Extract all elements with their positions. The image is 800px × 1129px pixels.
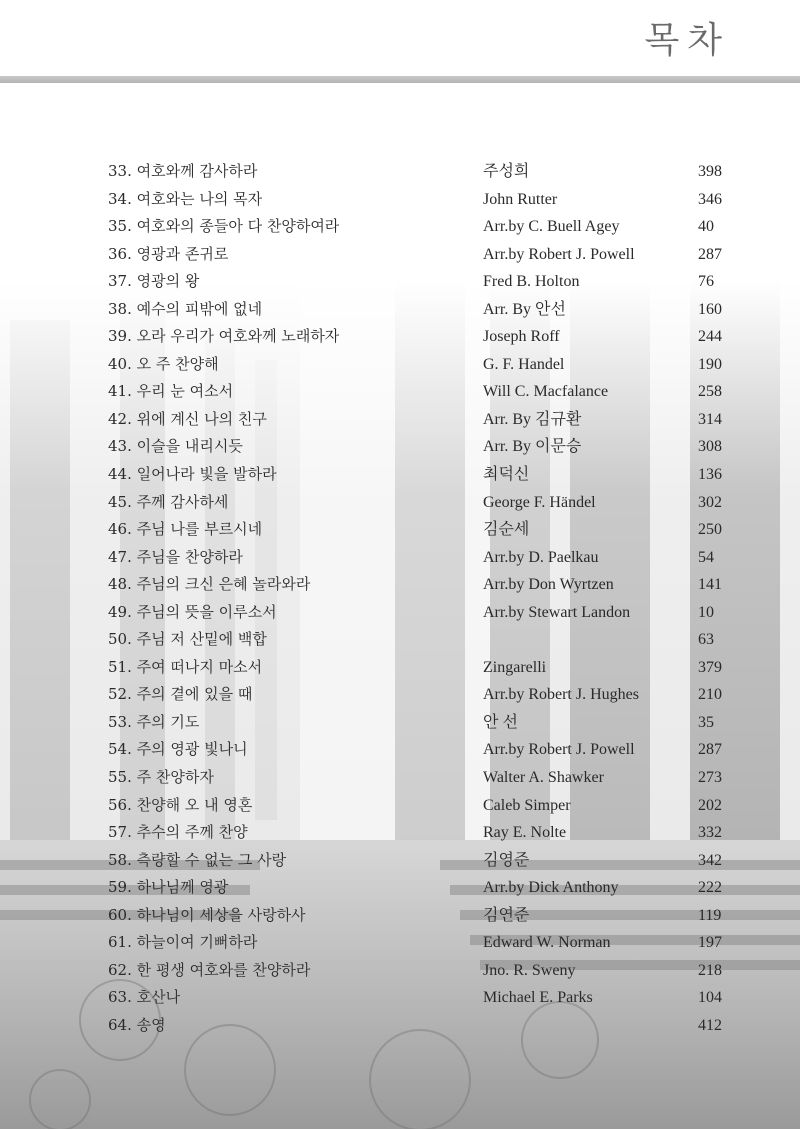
toc-page: 210 xyxy=(698,686,722,704)
toc-row xyxy=(108,792,748,820)
toc-row xyxy=(108,599,748,627)
toc-page: 302 xyxy=(698,493,722,511)
toc-title: 47. 주님을 찬양하라 xyxy=(108,547,243,566)
toc-author: G. F. Handel xyxy=(483,355,565,373)
toc-page: 190 xyxy=(698,355,722,373)
toc-page: 308 xyxy=(698,438,722,456)
toc-page: 314 xyxy=(698,410,722,428)
toc-row xyxy=(108,654,748,682)
toc-row xyxy=(108,268,748,296)
toc-title: 45. 주께 감사하세 xyxy=(108,492,229,511)
toc-title: 56. 찬양해 오 내 영혼 xyxy=(108,795,253,814)
header-rule xyxy=(0,76,800,83)
toc-author: Arr. By 김규환 xyxy=(483,410,582,428)
toc-author: Fred B. Holton xyxy=(483,273,580,291)
toc-title: 39. 오라 우리가 여호와께 노래하자 xyxy=(108,327,340,346)
toc-title: 38. 예수의 피밖에 없네 xyxy=(108,299,263,318)
toc-title: 36. 영광과 존귀로 xyxy=(108,244,229,263)
toc-author: Joseph Roff xyxy=(483,328,560,346)
toc-row xyxy=(108,241,748,269)
toc-page: 412 xyxy=(698,1016,722,1034)
toc-author: Arr. By 이문승 xyxy=(483,438,582,456)
toc-page: 258 xyxy=(698,383,722,401)
toc-author: 김연준 xyxy=(483,906,530,924)
toc-author: Arr.by Robert J. Powell xyxy=(483,741,635,759)
toc-page: 398 xyxy=(698,163,722,180)
toc-title: 43. 이슬을 내리시듯 xyxy=(108,437,243,456)
toc-title: 50. 주님 저 산밑에 백합 xyxy=(108,630,267,649)
toc-author: Arr.by Robert J. Powell xyxy=(483,245,635,263)
toc-row xyxy=(108,957,748,985)
toc-author: Michael E. Parks xyxy=(483,989,593,1007)
toc-title: 55. 주 찬양하자 xyxy=(108,768,214,787)
toc-page: 54 xyxy=(698,548,714,566)
toc-author: 최덕신 xyxy=(483,466,530,484)
toc-title: 34. 여호와는 나의 목자 xyxy=(108,189,263,208)
toc-page: 222 xyxy=(698,879,722,897)
toc-row xyxy=(108,984,748,1012)
toc-author: Walter A. Shawker xyxy=(483,769,604,787)
toc-row xyxy=(108,736,748,764)
toc-page: 202 xyxy=(698,796,722,814)
toc-page: 342 xyxy=(698,851,722,869)
toc-title: 53. 주의 기도 xyxy=(108,712,200,731)
toc-row xyxy=(108,323,748,351)
toc-page: 244 xyxy=(698,328,722,346)
toc-title: 51. 주여 떠나지 마소서 xyxy=(108,657,263,676)
toc-title: 64. 송영 xyxy=(108,1015,166,1034)
toc-page: 287 xyxy=(698,245,722,263)
toc-page: 218 xyxy=(698,961,722,979)
toc-author: Arr.by Stewart Landon xyxy=(483,603,631,621)
toc-title: 35. 여호와의 종들아 다 찬양하여라 xyxy=(108,217,340,236)
toc-title: 48. 주님의 크신 은혜 놀라와라 xyxy=(108,575,311,594)
toc-title: 58. 측량할 수 없는 그 사랑 xyxy=(108,850,287,869)
toc-title: 40. 오 주 찬양해 xyxy=(108,354,219,373)
toc-author: Arr.by C. Buell Agey xyxy=(483,218,620,236)
toc-row xyxy=(108,296,748,324)
toc-row xyxy=(108,158,748,186)
toc-author: 안 선 xyxy=(483,713,518,731)
toc-title: 33. 여호와께 감사하라 xyxy=(108,162,258,180)
toc-title: 49. 주님의 뜻을 이루소서 xyxy=(108,602,277,621)
toc-page: 119 xyxy=(698,906,722,924)
toc-row xyxy=(108,874,748,902)
toc-page: 141 xyxy=(698,576,722,594)
toc-title: 62. 한 평생 여호와를 찬양하라 xyxy=(108,960,311,979)
toc-page: 379 xyxy=(698,658,722,676)
toc-row xyxy=(108,1012,748,1040)
toc-page: 136 xyxy=(698,466,722,484)
toc-title: 41. 우리 눈 여소서 xyxy=(108,382,234,401)
toc-author: Arr.by Don Wyrtzen xyxy=(483,576,614,594)
toc-page: 332 xyxy=(698,824,722,842)
toc-title: 42. 위에 계신 나의 친구 xyxy=(108,409,267,428)
toc-row xyxy=(108,847,748,875)
toc-author: 김영준 xyxy=(483,851,530,869)
toc-author: 주성희 xyxy=(483,163,530,180)
toc-page: 63 xyxy=(698,631,714,649)
toc-author: Zingarelli xyxy=(483,658,547,676)
toc-page: 35 xyxy=(698,713,714,731)
toc-title: 44. 일어나라 빛을 발하라 xyxy=(108,465,277,484)
toc-author: Edward W. Norman xyxy=(483,934,611,952)
toc-title: 60. 하나님이 세상을 사랑하사 xyxy=(108,905,306,924)
toc-title: 54. 주의 영광 빛나니 xyxy=(108,740,248,759)
toc-title: 37. 영광의 왕 xyxy=(108,272,200,291)
toc-page: 197 xyxy=(698,934,722,952)
toc-author: George F. Händel xyxy=(483,493,596,511)
toc-row xyxy=(108,764,748,792)
toc-title: 59. 하나님께 영광 xyxy=(108,878,229,897)
toc-page: 10 xyxy=(698,603,714,621)
toc-page: 40 xyxy=(698,218,714,236)
toc-row xyxy=(108,489,748,517)
toc-row xyxy=(108,186,748,214)
toc-author: Caleb Simper xyxy=(483,796,571,814)
toc-author: Arr. By 안선 xyxy=(483,300,566,318)
toc-title: 52. 주의 곁에 있을 때 xyxy=(108,685,253,704)
toc-page: 160 xyxy=(698,300,722,318)
toc-row xyxy=(108,433,748,461)
page-title: 목차 xyxy=(644,20,730,61)
toc-row xyxy=(108,213,748,241)
toc-page: 287 xyxy=(698,741,722,759)
toc-author: Arr.by D. Paelkau xyxy=(483,548,599,566)
toc-row xyxy=(108,544,748,572)
toc-author: Ray E. Nolte xyxy=(483,824,567,842)
table-of-contents xyxy=(108,158,748,1040)
toc-row xyxy=(108,626,748,654)
toc-page: 346 xyxy=(698,190,722,208)
toc-author: Will C. Macfalance xyxy=(483,383,609,401)
toc-page: 104 xyxy=(698,989,722,1007)
toc-row xyxy=(108,571,748,599)
toc-row xyxy=(108,516,748,544)
toc-title: 61. 하늘이여 기뻐하라 xyxy=(108,933,258,952)
toc-page: 250 xyxy=(698,521,722,539)
toc-author: 김순세 xyxy=(483,521,530,539)
toc-row xyxy=(108,681,748,709)
toc-author: Arr.by Dick Anthony xyxy=(483,879,619,897)
toc-title: 63. 호산나 xyxy=(108,988,181,1007)
toc-row xyxy=(108,819,748,847)
toc-row xyxy=(108,406,748,434)
toc-author: John Rutter xyxy=(483,190,558,208)
toc-title: 46. 주님 나를 부르시네 xyxy=(108,520,263,539)
toc-row xyxy=(108,351,748,379)
toc-row xyxy=(108,378,748,406)
toc-page: 273 xyxy=(698,769,722,787)
toc-row xyxy=(108,461,748,489)
toc-page: 76 xyxy=(698,273,714,291)
toc-author: Jno. R. Sweny xyxy=(483,961,576,979)
toc-title: 57. 추수의 주께 찬양 xyxy=(108,823,248,842)
toc-row xyxy=(108,929,748,957)
toc-row xyxy=(108,709,748,737)
toc-author: Arr.by Robert J. Hughes xyxy=(483,686,639,704)
toc-row xyxy=(108,902,748,930)
